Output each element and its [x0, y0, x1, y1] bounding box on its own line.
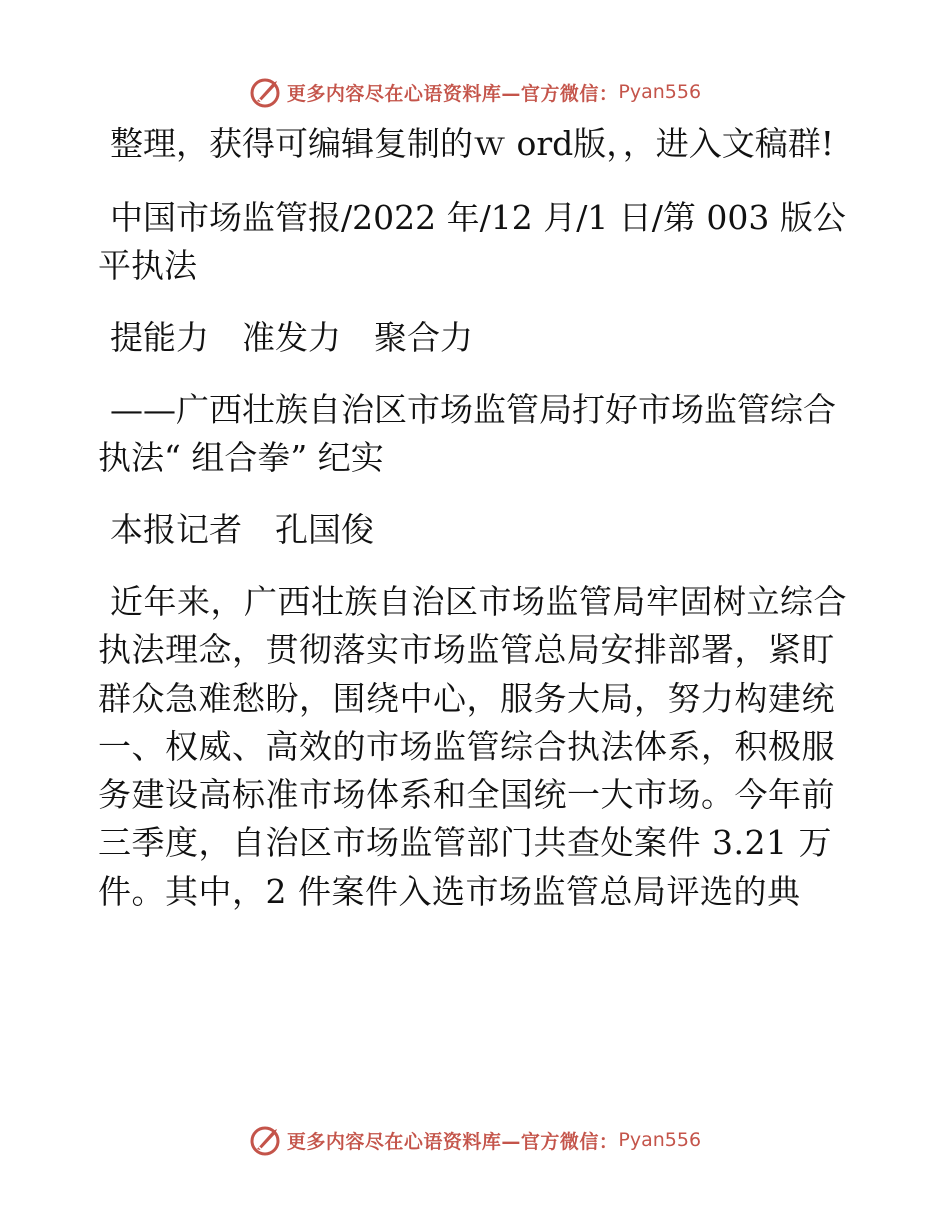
body-paragraph: 近年来，广西壮族自治区市场监管局牢固树立综合执法理念，贯彻落实市场监管总局安排部署，紧盯群众急难愁盼，围绕中心，服务大局，努力构建统一、权威、高效的市场监管综合执法体系，积极服务建设高标准市场体系和全国统一大市场。今年前三季度，自治区市场监管部门共查处案件 3.21 万件。其中，2 件案件入选市场监管总局评选的典	[98, 582, 847, 911]
intro-paragraph: 整理，获得可编辑复制的ｗ ord版，，进入文稿群!	[110, 124, 835, 163]
quill-pen-logo-icon	[249, 1123, 283, 1157]
watermark-site-text: 更多内容尽在心语资料库—官方微信：	[286, 1130, 619, 1153]
watermark-banner-bottom	[0, 1120, 950, 1160]
watermark-site-text: 更多内容尽在心语资料库—官方微信：	[286, 82, 619, 105]
byline: 本报记者 孔国俊	[110, 510, 374, 549]
source-line: 中国市场监管报/2022 年/12 月/1 日/第 003 版公平执法	[98, 198, 846, 285]
watermark-banner-top	[0, 72, 950, 112]
quill-pen-logo-icon	[249, 75, 283, 109]
document-body	[98, 120, 858, 916]
watermark-wechat-id: Pyan556	[618, 1129, 702, 1151]
subheadline: ——广西壮族自治区市场监管局打好市场监管综合执法“ 组合拳” 纪实	[98, 390, 836, 477]
headline: 提能力 准发力 聚合力	[110, 318, 473, 357]
watermark-wechat-id: Pyan556	[618, 81, 702, 103]
